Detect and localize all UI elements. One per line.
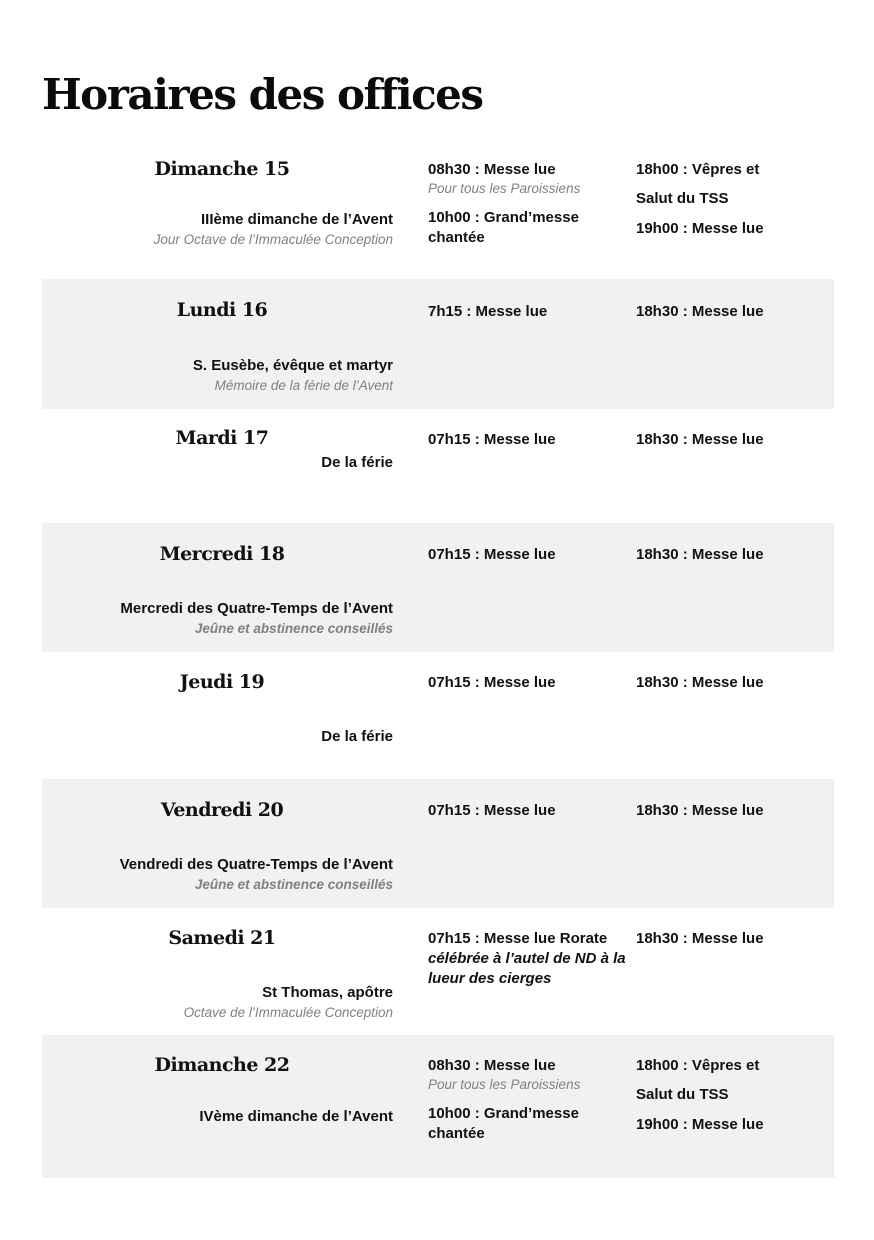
service-time: 07h15 : Messe lue Rorate [428,930,608,947]
day-heading: Vendredi 20 [160,799,284,821]
day-row-jeudi-19 [42,652,834,779]
day-heading: Jeudi 19 [179,671,265,693]
service-time: 08h30 : Messe lue [428,161,556,178]
feast-rank: Mémoire de la férie de l’Avent [214,378,393,393]
feast-label: IVème dimanche de l’Avent [199,1108,393,1125]
service-time: 18h30 : Messe lue [636,930,764,947]
service-time: 08h30 : Messe lue [428,1057,556,1074]
evening-services [636,929,816,949]
feast-rank: Jour Octave de l’Immaculée Conception [153,232,393,247]
service-time: 7h15 : Messe lue [428,303,548,320]
service-time: 18h30 : Messe lue [636,303,764,320]
feast-label: De la férie [321,728,393,745]
evening-services [636,302,816,322]
service-time: Salut du TSS [636,190,729,207]
evening-services [636,801,816,821]
feast-rank: Jeûne et abstinence conseillés [194,877,393,892]
evening-services [636,430,816,450]
feast-label: St Thomas, apôtre [262,984,393,1001]
service-time: 18h00 : Vêpres et [636,1057,760,1074]
day-row-lundi-16 [42,279,834,409]
service-emphasis: célébrée à l’autel de ND à la lueur des cierges [428,950,626,987]
morning-services [428,302,628,322]
page-title: Horaires des offices [42,70,483,119]
service-time: 18h30 : Messe lue [636,431,764,448]
service-time: 07h15 : Messe lue [428,802,556,819]
feast-label: Mercredi des Quatre-Temps de l’Avent [120,600,393,617]
day-heading: Dimanche 15 [154,158,290,180]
day-heading: Mercredi 18 [159,543,285,565]
service-time: 07h15 : Messe lue [428,546,556,563]
day-row-dimanche-22 [42,1035,834,1178]
evening-services [636,1056,816,1135]
service-time: 18h30 : Messe lue [636,802,764,819]
evening-services [636,160,816,239]
feast-rank: Jeûne et abstinence conseillés [194,621,393,636]
service-time: 07h15 : Messe lue [428,431,556,448]
morning-services [428,160,628,248]
evening-services [636,545,816,565]
day-row-vendredi-20 [42,779,834,908]
morning-services [428,801,628,821]
feast-label: S. Eusèbe, évêque et martyr [192,357,393,374]
morning-services [428,929,628,989]
morning-services [428,545,628,565]
feast-label: IIIème dimanche de l’Avent [200,211,393,228]
morning-services [428,673,628,693]
service-time: 19h00 : Messe lue [636,220,764,237]
day-row-samedi-21 [42,908,834,1035]
service-time: 18h30 : Messe lue [636,546,764,563]
service-note: Pour tous les Paroissiens [428,181,581,196]
service-time: Salut du TSS [636,1086,729,1103]
service-time: 10h00 : Grand’messe chantée [428,1105,579,1142]
service-time: 18h30 : Messe lue [636,674,764,691]
feast-label: Vendredi des Quatre-Temps de l’Avent [119,856,393,873]
day-row-mardi-17 [42,409,834,523]
day-row-dimanche-15 [42,148,834,279]
evening-services [636,673,816,693]
feast-rank: Octave de l’Immaculée Conception [183,1005,393,1020]
day-heading: Dimanche 22 [154,1054,290,1076]
service-note: Pour tous les Paroissiens [428,1077,581,1092]
day-heading: Lundi 16 [176,299,268,321]
feast-label: De la férie [321,454,393,471]
service-time: 18h00 : Vêpres et [636,161,760,178]
day-heading: Mardi 17 [175,427,269,449]
service-time: 07h15 : Messe lue [428,674,556,691]
service-time: 19h00 : Messe lue [636,1116,764,1133]
day-heading: Samedi 21 [168,927,276,949]
day-row-mercredi-18 [42,523,834,652]
morning-services [428,430,628,450]
morning-services [428,1056,628,1144]
service-time: 10h00 : Grand’messe chantée [428,209,579,246]
